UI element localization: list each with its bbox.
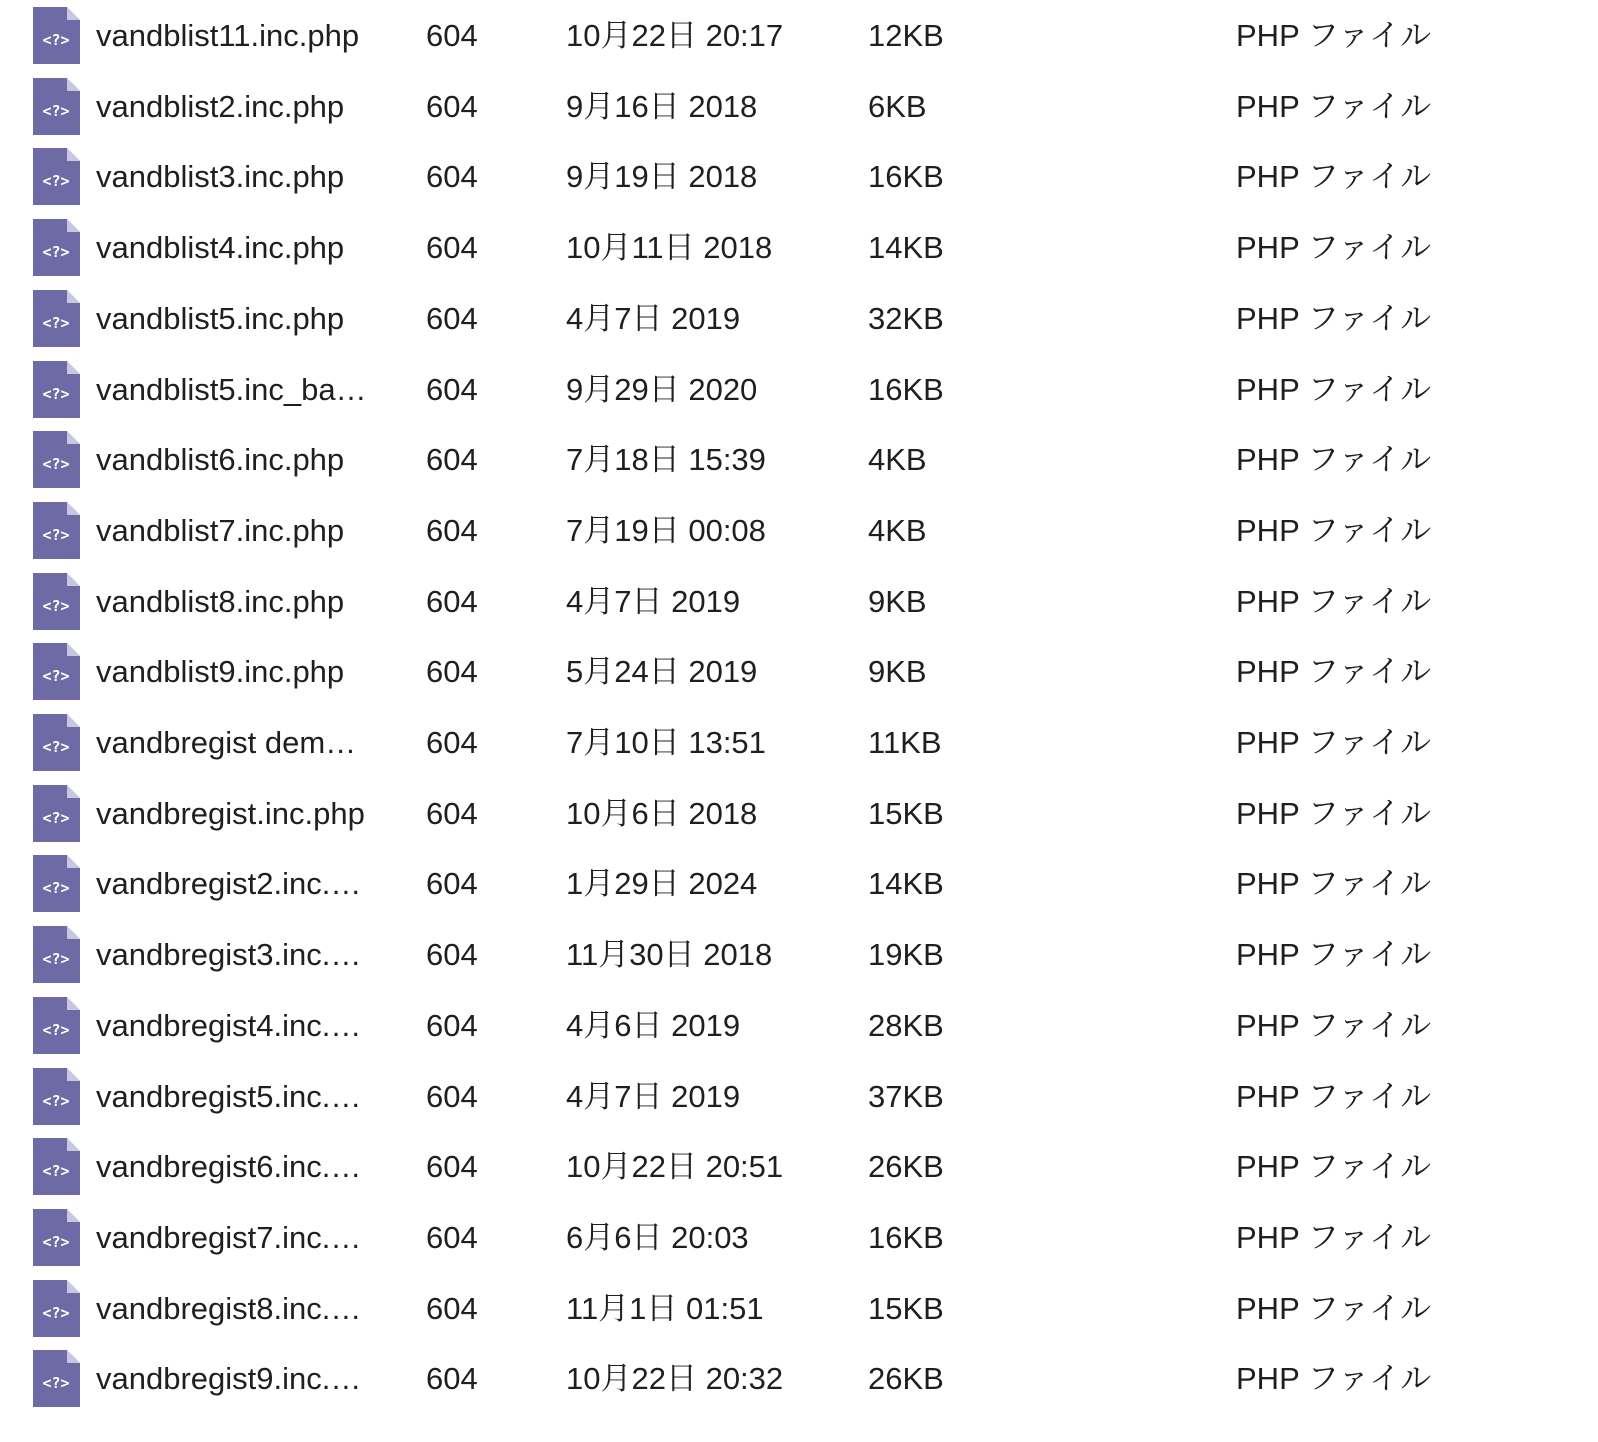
file-modified-date: 9月16日 2018: [566, 88, 758, 124]
svg-text:<?>: <?>: [42, 313, 70, 332]
file-name: vandbregist6.inc.…: [96, 1149, 362, 1185]
file-modified-date: 5月24日 2019: [566, 654, 758, 690]
file-icon-cell: [33, 1273, 80, 1344]
file-icon-cell: [33, 990, 80, 1061]
svg-text:<?>: <?>: [42, 172, 70, 191]
file-modified-date: 7月18日 15:39: [566, 442, 766, 478]
file-modified-date: 11月30日 2018: [566, 937, 773, 973]
file-permissions: 604: [426, 300, 478, 336]
php-file-icon: [33, 997, 80, 1054]
file-row[interactable]: [0, 778, 1598, 849]
file-name: vandblist5.inc_ba…: [96, 371, 367, 407]
file-icon-cell: [33, 848, 80, 919]
file-kind: PHP ファイル: [1236, 512, 1432, 548]
file-permissions: 604: [426, 1078, 478, 1114]
file-modified-date: 7月10日 13:51: [566, 725, 766, 760]
file-name: vandbregist2.inc.…: [96, 866, 362, 902]
svg-text:<?>: <?>: [42, 596, 70, 615]
file-kind: PHP ファイル: [1236, 18, 1432, 53]
svg-text:<?>: <?>: [42, 31, 70, 49]
file-icon-cell: [33, 354, 80, 425]
file-permissions: 604: [426, 1290, 478, 1326]
file-size: 15KB: [868, 795, 944, 831]
svg-text:<?>: <?>: [42, 1303, 70, 1322]
file-size: 11KB: [868, 725, 942, 760]
php-file-icon: [33, 219, 80, 276]
svg-text:<?>: <?>: [42, 101, 70, 120]
file-size: 28KB: [868, 1007, 944, 1043]
file-name: vandbregist8.inc.…: [96, 1290, 362, 1326]
php-file-icon: [33, 1350, 80, 1407]
file-kind: PHP ファイル: [1236, 1219, 1432, 1255]
file-icon-cell: [33, 707, 80, 778]
file-kind: PHP ファイル: [1236, 230, 1432, 266]
svg-text:<?>: <?>: [42, 1232, 70, 1251]
php-file-icon: [33, 643, 80, 700]
file-name: vandbregist dem…: [96, 725, 357, 760]
svg-text:<?>: <?>: [42, 1162, 70, 1181]
file-row[interactable]: [0, 566, 1598, 637]
file-icon-cell: [33, 71, 80, 142]
file-modified-date: 4月7日 2019: [566, 1078, 741, 1114]
file-name: vandblist5.inc.php: [96, 300, 345, 336]
svg-text:<?>: <?>: [42, 667, 70, 686]
file-kind: PHP ファイル: [1236, 300, 1432, 336]
file-name: vandblist7.inc.php: [96, 512, 345, 548]
file-modified-date: 10月22日 20:32: [566, 1361, 784, 1397]
file-modified-date: 9月29日 2020: [566, 371, 758, 407]
svg-text:<?>: <?>: [42, 1091, 70, 1110]
file-row[interactable]: [0, 141, 1598, 212]
file-size: 4KB: [868, 442, 927, 478]
file-row[interactable]: [0, 1131, 1598, 1202]
file-row[interactable]: [0, 990, 1598, 1061]
file-kind: PHP ファイル: [1236, 725, 1432, 760]
file-modified-date: 10月22日 20:17: [566, 18, 784, 53]
file-kind: PHP ファイル: [1236, 654, 1432, 690]
file-name: vandbregist.inc.php: [96, 795, 365, 831]
svg-text:<?>: <?>: [42, 879, 70, 898]
file-modified-date: 10月22日 20:51: [566, 1149, 784, 1185]
file-row[interactable]: [0, 1343, 1598, 1414]
php-file-icon: [33, 361, 80, 418]
svg-text:<?>: <?>: [42, 243, 70, 262]
svg-text:<?>: <?>: [42, 738, 70, 756]
file-kind: PHP ファイル: [1236, 1007, 1432, 1043]
svg-text:<?>: <?>: [42, 455, 70, 474]
file-permissions: 604: [426, 18, 478, 53]
file-kind: PHP ファイル: [1236, 1361, 1432, 1397]
php-file-icon: [33, 1138, 80, 1195]
file-kind: PHP ファイル: [1236, 159, 1432, 195]
file-row[interactable]: [0, 283, 1598, 354]
php-file-icon: [33, 78, 80, 135]
file-modified-date: 4月7日 2019: [566, 583, 741, 619]
file-permissions: 604: [426, 1149, 478, 1185]
file-permissions: 604: [426, 230, 478, 266]
file-name: vandbregist5.inc.…: [96, 1078, 362, 1114]
file-permissions: 604: [426, 866, 478, 902]
file-row[interactable]: [0, 0, 1598, 71]
file-icon-cell: [33, 1202, 80, 1273]
file-name: vandblist11.inc.php: [96, 18, 360, 53]
php-file-icon: [33, 573, 80, 630]
file-modified-date: 6月6日 20:03: [566, 1219, 749, 1255]
file-row[interactable]: [0, 424, 1598, 495]
php-file-icon: [33, 7, 80, 64]
file-permissions: 604: [426, 371, 478, 407]
file-name: vandbregist4.inc.…: [96, 1007, 362, 1043]
file-name: vandbregist7.inc.…: [96, 1219, 362, 1255]
file-size: 16KB: [868, 159, 944, 195]
file-size: 14KB: [868, 866, 944, 902]
file-name: vandbregist9.inc.…: [96, 1361, 362, 1397]
file-row[interactable]: [0, 848, 1598, 919]
file-size: 9KB: [868, 583, 927, 619]
file-name: vandblist6.inc.php: [96, 442, 345, 478]
file-icon-cell: [33, 1061, 80, 1132]
file-icon-cell: [33, 778, 80, 849]
file-size: 14KB: [868, 230, 944, 266]
php-file-icon: [33, 290, 80, 347]
file-permissions: 604: [426, 442, 478, 478]
file-size: 16KB: [868, 1219, 944, 1255]
file-size: 9KB: [868, 654, 927, 690]
svg-text:<?>: <?>: [42, 1374, 70, 1393]
file-kind: PHP ファイル: [1236, 1149, 1432, 1185]
file-row[interactable]: [0, 919, 1598, 990]
file-name: vandblist2.inc.php: [96, 88, 345, 124]
php-file-icon: [33, 1068, 80, 1125]
file-permissions: 604: [426, 795, 478, 831]
php-file-icon: [33, 431, 80, 488]
file-permissions: 604: [426, 159, 478, 195]
file-name: vandblist3.inc.php: [96, 159, 345, 195]
file-row[interactable]: [0, 354, 1598, 425]
file-icon-cell: [33, 495, 80, 566]
file-kind: PHP ファイル: [1236, 442, 1432, 478]
file-size: 6KB: [868, 88, 927, 124]
file-name: vandblist8.inc.php: [96, 583, 345, 619]
php-file-icon: [33, 148, 80, 205]
svg-text:<?>: <?>: [42, 384, 70, 403]
file-icon-cell: [33, 566, 80, 637]
file-modified-date: 11月1日 01:51: [566, 1290, 764, 1326]
file-row[interactable]: [0, 1273, 1598, 1344]
svg-text:<?>: <?>: [42, 1020, 70, 1039]
file-size: 26KB: [868, 1149, 944, 1185]
file-kind: PHP ファイル: [1236, 937, 1432, 973]
file-icon-cell: [33, 424, 80, 495]
file-row[interactable]: [0, 1061, 1598, 1132]
svg-text:<?>: <?>: [42, 525, 70, 544]
file-row[interactable]: [0, 71, 1598, 142]
file-modified-date: 4月7日 2019: [566, 300, 741, 336]
file-size: 26KB: [868, 1361, 944, 1397]
file-kind: PHP ファイル: [1236, 1290, 1432, 1326]
file-row[interactable]: [0, 636, 1598, 707]
file-size: 16KB: [868, 371, 944, 407]
file-permissions: 604: [426, 937, 478, 973]
file-size: 12KB: [868, 18, 944, 53]
file-icon-cell: [33, 919, 80, 990]
file-permissions: 604: [426, 1007, 478, 1043]
file-name: vandblist4.inc.php: [96, 230, 345, 266]
file-icon-cell: [33, 1131, 80, 1202]
php-file-icon: [33, 785, 80, 842]
php-file-icon: [33, 926, 80, 983]
file-icon-cell: [33, 283, 80, 354]
file-row[interactable]: [0, 212, 1598, 283]
file-name: vandbregist3.inc.…: [96, 937, 362, 973]
file-kind: PHP ファイル: [1236, 88, 1432, 124]
file-modified-date: 9月19日 2018: [566, 159, 758, 195]
file-icon-cell: [33, 212, 80, 283]
php-file-icon: [33, 714, 80, 771]
file-size: 37KB: [868, 1078, 944, 1114]
svg-text:<?>: <?>: [42, 950, 70, 969]
file-permissions: 604: [426, 512, 478, 548]
file-row[interactable]: [0, 1202, 1598, 1273]
file-icon-cell: [33, 1343, 80, 1414]
file-permissions: 604: [426, 725, 478, 760]
php-file-icon: [33, 855, 80, 912]
php-file-icon: [33, 1280, 80, 1337]
file-name: vandblist9.inc.php: [96, 654, 345, 690]
file-modified-date: 1月29日 2024: [566, 866, 758, 902]
file-permissions: 604: [426, 1361, 478, 1397]
file-size: 19KB: [868, 937, 944, 973]
file-row[interactable]: [0, 707, 1598, 778]
file-permissions: 604: [426, 654, 478, 690]
file-row[interactable]: [0, 495, 1598, 566]
file-kind: PHP ファイル: [1236, 795, 1432, 831]
file-modified-date: 10月6日 2018: [566, 795, 758, 831]
file-kind: PHP ファイル: [1236, 583, 1432, 619]
file-kind: PHP ファイル: [1236, 866, 1432, 902]
php-file-icon: [33, 502, 80, 559]
php-file-icon: [33, 1209, 80, 1266]
svg-text:<?>: <?>: [42, 808, 70, 827]
file-permissions: 604: [426, 583, 478, 619]
file-kind: PHP ファイル: [1236, 371, 1432, 407]
file-icon-cell: [33, 141, 80, 212]
file-modified-date: 7月19日 00:08: [566, 512, 766, 548]
file-kind: PHP ファイル: [1236, 1078, 1432, 1114]
file-size: 15KB: [868, 1290, 944, 1326]
file-size: 32KB: [868, 300, 944, 336]
file-permissions: 604: [426, 1219, 478, 1255]
file-permissions: 604: [426, 88, 478, 124]
file-icon-cell: [33, 636, 80, 707]
file-icon-cell: [33, 0, 80, 71]
file-modified-date: 4月6日 2019: [566, 1007, 741, 1043]
file-size: 4KB: [868, 512, 927, 548]
file-modified-date: 10月11日 2018: [566, 230, 773, 266]
